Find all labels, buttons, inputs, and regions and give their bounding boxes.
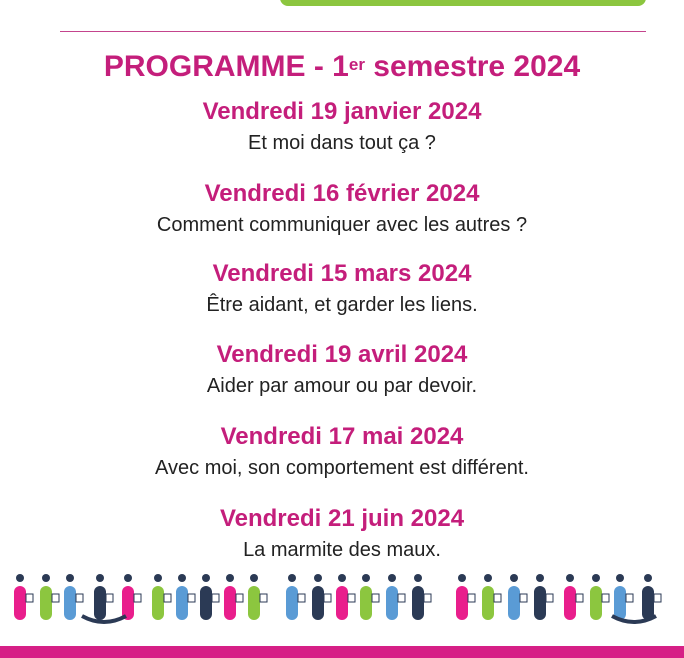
- event-2: [0, 180, 684, 238]
- people-with-mugs-icon: [0, 560, 684, 640]
- person-figure: [336, 574, 355, 620]
- person-figure: [224, 574, 243, 620]
- bottom-bar: [0, 646, 684, 658]
- person-figure: [152, 574, 171, 620]
- person-figure: [456, 574, 475, 620]
- event-topic: La marmite des maux.: [243, 539, 441, 561]
- person-figure: [614, 574, 633, 620]
- event-topic: Et moi dans tout ça ?: [248, 132, 436, 154]
- person-figure: [508, 574, 527, 620]
- programme-title: PROGRAMME - 1er semestre 2024: [103, 50, 581, 83]
- event-date: Vendredi 19 avril 2024: [216, 341, 468, 368]
- event-topic: Aider par amour ou par devoir.: [206, 375, 478, 397]
- person-figure: [312, 574, 331, 620]
- person-figure: [122, 574, 141, 620]
- person-figure: [590, 574, 609, 620]
- person-figure: [642, 574, 661, 620]
- top-banner: [280, 0, 646, 6]
- person-figure: [564, 574, 583, 620]
- event-date: Vendredi 17 mai 2024: [220, 423, 464, 450]
- person-figure: [40, 574, 59, 620]
- event-6: [0, 505, 684, 563]
- person-figure: [534, 574, 553, 620]
- event-date: Vendredi 21 juin 2024: [219, 505, 465, 532]
- event-topic: Avec moi, son comportement est différent.: [155, 457, 529, 479]
- event-4: [0, 341, 684, 399]
- event-date: Vendredi 19 janvier 2024: [202, 98, 482, 125]
- person-figure: [200, 574, 219, 620]
- event-3: [0, 260, 684, 318]
- person-figure: [176, 574, 195, 620]
- top-divider: [60, 31, 646, 32]
- person-figure: [360, 574, 379, 620]
- event-topic: Être aidant, et garder les liens.: [206, 294, 478, 316]
- person-figure: [64, 574, 83, 620]
- event-1: [0, 98, 684, 156]
- person-figure: [94, 574, 113, 620]
- person-figure: [386, 574, 405, 620]
- event-topic: Comment communiquer avec les autres ?: [156, 214, 528, 236]
- person-figure: [248, 574, 267, 620]
- event-5: [0, 423, 684, 481]
- person-figure: [286, 574, 305, 620]
- event-date: Vendredi 16 février 2024: [204, 180, 480, 207]
- person-figure: [412, 574, 431, 620]
- event-date: Vendredi 15 mars 2024: [212, 260, 472, 287]
- person-figure: [482, 574, 501, 620]
- person-figure: [14, 574, 33, 620]
